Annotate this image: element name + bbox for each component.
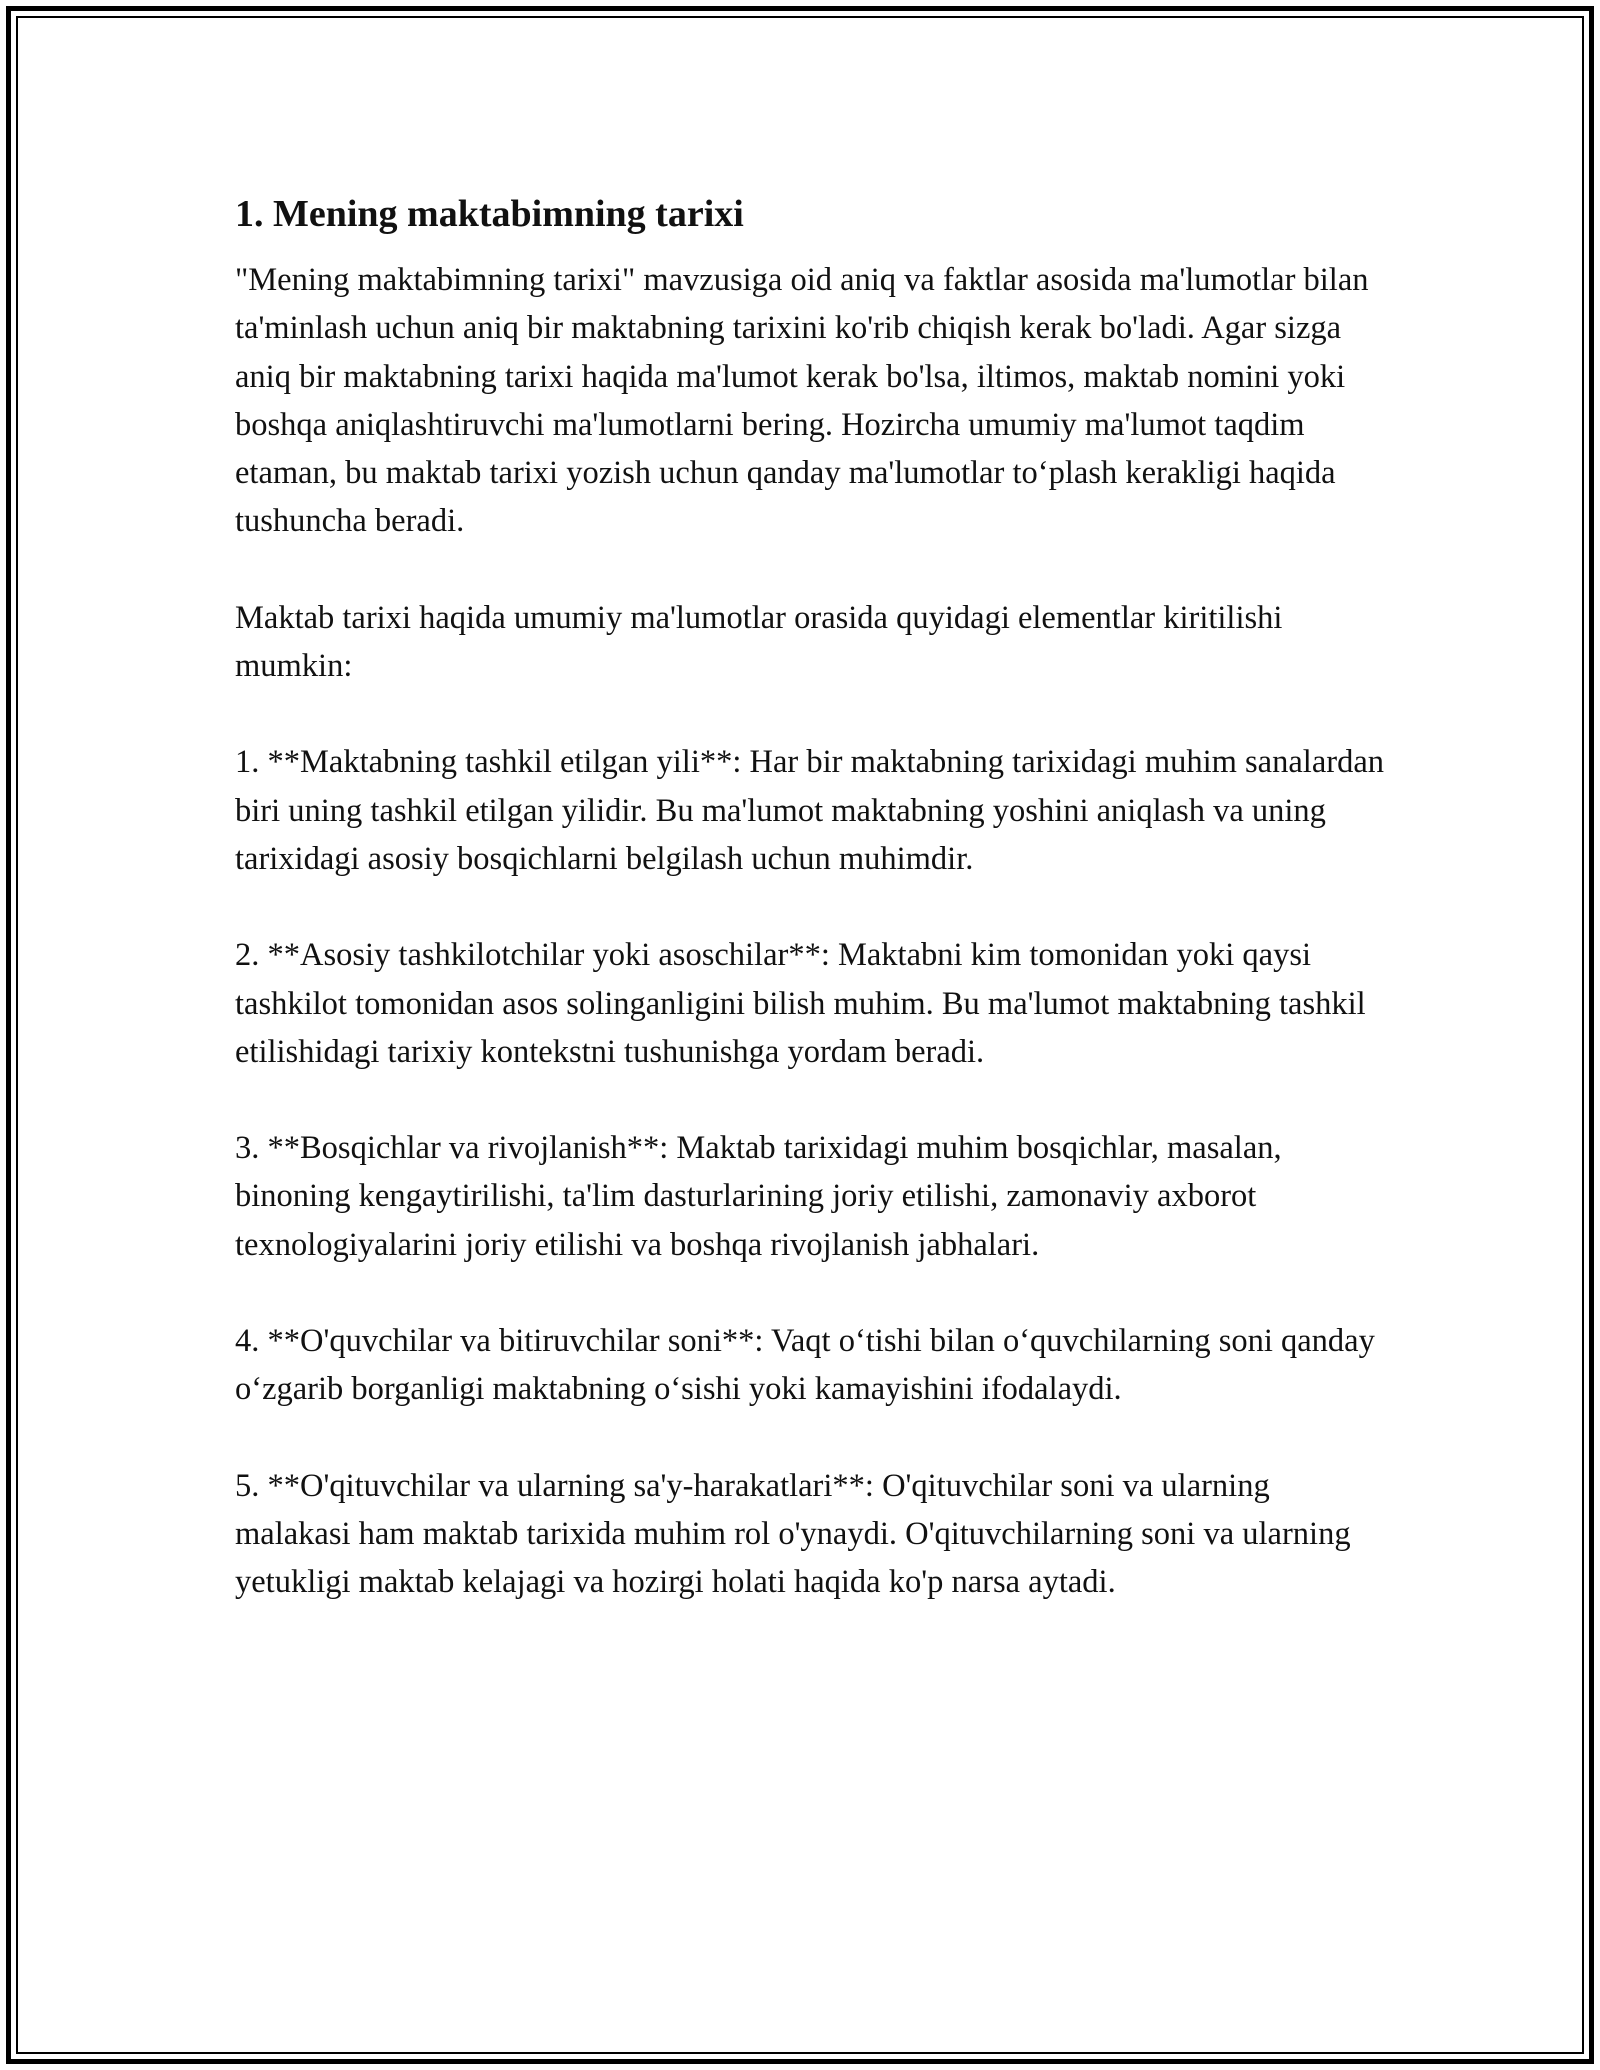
list-item-founding-year: 1. **Maktabning tashkil etilgan yili**: Har bir maktabning tarixidagi muhim sanalardan biri uning tashkil etilgan yilidir. Bu ma'lumot maktabning yoshini aniqlash va uning tarixidagi asosiy bosqichlarni belgilash uchun muhimdir. (235, 744, 1384, 877)
intro-paragraph: "Mening maktabimning tarixi" mavzusiga oid aniq va faktlar asosida ma'lumotlar bilan ta'minlash uchun aniq bir maktabning tarixini ko'rib chiqish kerak bo'ladi. Agar sizga aniq bir maktabning tarixi haqida ma'lumot kerak bo'lsa, iltimos, maktab nomini yoki boshqa aniqlashtiruvchi ma'lumotlarni bering. Hozircha umumiy ma'lumot taqdim etaman, bu maktab tarixi yozish uchun qanday ma'lumotlar to‘plash kerakligi haqida tushuncha beradi. (235, 262, 1369, 540)
elements-intro-paragraph: Maktab tarixi haqida umumiy ma'lumotlar orasida quyidagi elementlar kiritilishi mumkin: (235, 599, 1283, 685)
section-heading: 1. Mening maktabimning tarixi (235, 193, 744, 235)
list-item-students: 4. **O'quvchilar va bitiruvchilar soni**: Vaqt o‘tishi bilan o‘quvchilarning soni qanday o‘zgarib borganligi maktabning o‘sishi yoki kamayishini ifodalaydi. (235, 1323, 1375, 1408)
list-item-stages: 3. **Bosqichlar va rivojlanish**: Maktab tarixidagi muhim bosqichlar, masalan, binoning kengaytirilishi, ta'lim dasturlarining joriy etilishi, zamonaviy axborot texnologiyalarini joriy etilishi va boshqa rivojlanish jabhalari. (235, 1130, 1282, 1263)
list-item-founders: 2. **Asosiy tashkilotchilar yoki asoschilar**: Maktabni kim tomonidan yoki qaysi tashkilot tomonidan asos solinganligini bilish muhim. Bu ma'lumot maktabning tashkil etilishidagi tarixiy kontekstni tushunishga yordam beradi. (235, 937, 1366, 1070)
list-item-teachers: 5. **O'qituvchilar va ularning sa'y-harakatlari**: O'qituvchilar soni va ularning malakasi ham maktab tarixida muhim rol o'ynaydi. O'qituvchilarning soni va ularning yetukligi maktab kelajagi va hozirgi holati haqida ko'p narsa aytadi. (235, 1467, 1351, 1601)
document-body (235, 186, 1385, 1607)
